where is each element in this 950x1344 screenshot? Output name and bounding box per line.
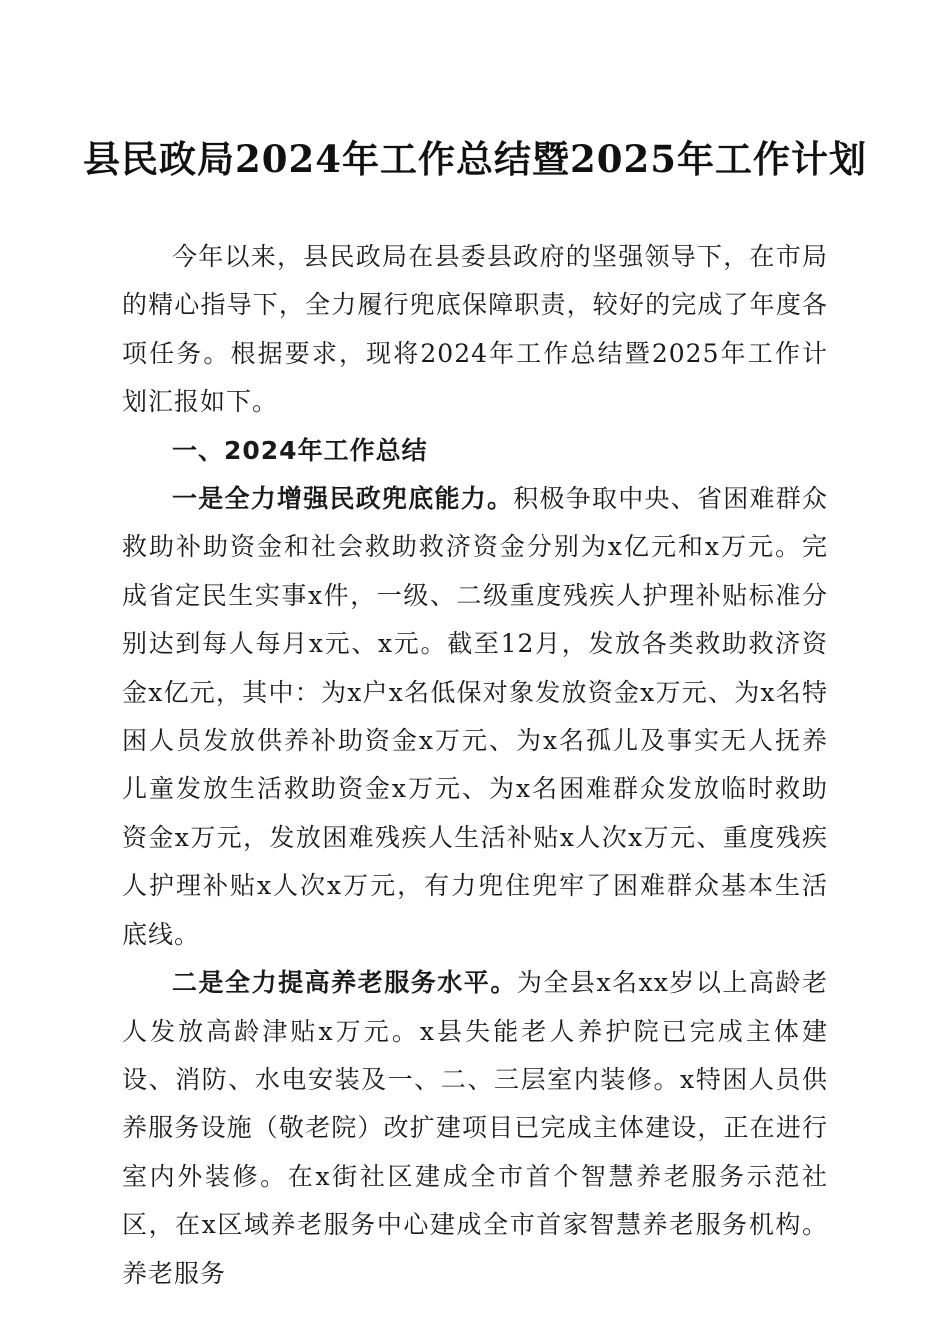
item-lead-2: 二是全力提高养老服务水平。: [172, 968, 517, 998]
item-paragraph-1: [122, 475, 828, 959]
document-title: 县民政局2024年工作总结暨2025年工作计划: [83, 137, 867, 181]
section-heading: 一、2024年工作总结: [172, 435, 428, 465]
item-body-2: 为全县x名xx岁以上高龄老人发放高龄津贴x万元。x县失能老人养护院已完成主体建设、消防、水电安装及一、二、三层室内装修。x特困人员供养服务设施（敬老院）改扩建项目已完成主体建设，正在进行室内外装修。在x街社区建成全市首个智慧养老服务示范社区，在x区域养老服务中心建成全市首家智慧养老服务机构。养老服务: [122, 968, 828, 1288]
item-paragraph-2: [122, 959, 828, 1298]
item-lead-1: 一是全力增强民政兜底能力。: [172, 484, 514, 514]
intro-paragraph: 今年以来，县民政局在县委县政府的坚强领导下，在市局的精心指导下，全力履行兜底保障职责，较好的完成了年度各项任务。根据要求，现将2024年工作总结暨2025年工作计划汇报如下。: [122, 242, 828, 417]
document-body: [122, 233, 828, 1298]
item-body-1: 积极争取中央、省困难群众救助补助资金和社会救助救济资金分别为x亿元和x万元。完成省定民生实事x件，一级、二级重度残疾人护理补贴标准分别达到每人每月x元、x元。截至12月，发放各类救助救济资金x亿元，其中：为x户x名低保对象发放资金x万元、为x名特困人员发放供养补助资金x万元、为x名孤儿及事实无人抚养儿童发放生活救助资金x万元、为x名困难群众发放临时救助资金x万元，发放困难残疾人生活补贴x人次x万元、重度残疾人护理补贴x人次x万元，有力兜住兜牢了困难群众基本生活底线。: [122, 484, 828, 949]
